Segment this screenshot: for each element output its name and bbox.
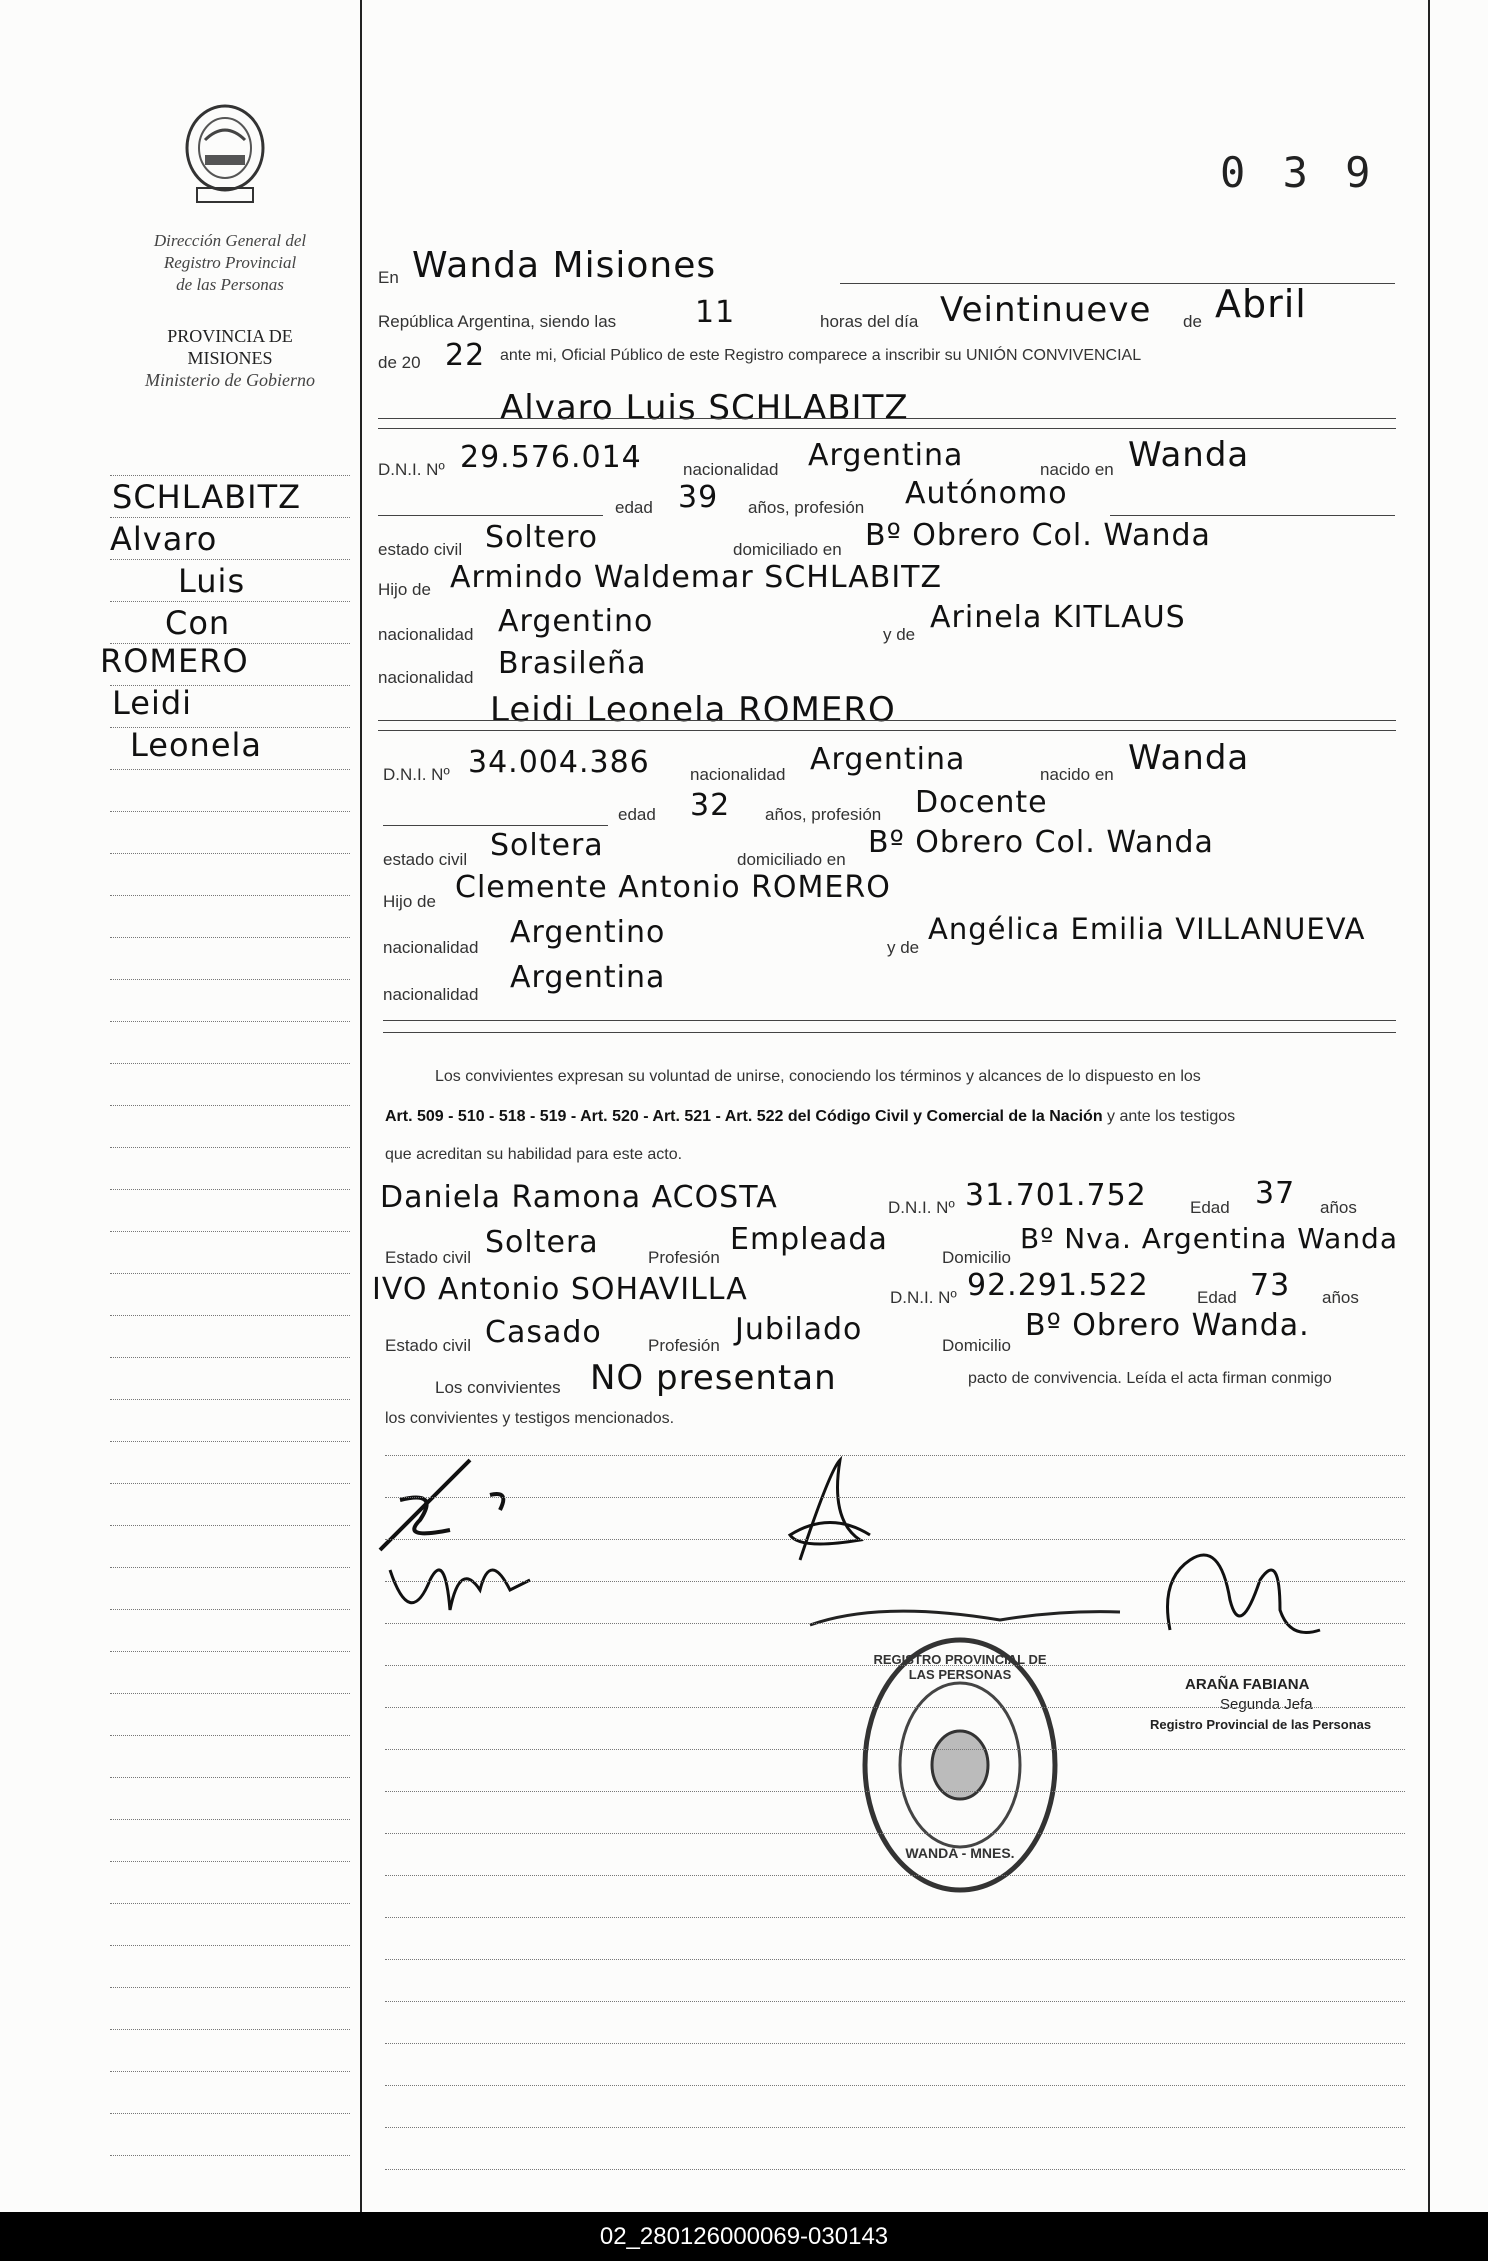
declaration-line2	[385, 1108, 1235, 1126]
w1-civil-label: Estado civil	[385, 1248, 471, 1267]
institution-line: Registro Provincial	[163, 253, 297, 272]
p2-born-label: nacido en	[1040, 765, 1114, 784]
margin-dotted-line	[110, 1399, 350, 1400]
margin-note: Con	[165, 604, 231, 642]
p2-nationality: Argentina	[810, 742, 966, 777]
margin-dotted-line	[110, 517, 350, 518]
margin-dotted-line	[110, 1693, 350, 1694]
p2-age-label: edad	[618, 805, 656, 824]
margin-note: Alvaro	[110, 520, 218, 558]
margin-dotted-line	[110, 979, 350, 980]
p1-dni: 29.576.014	[460, 440, 642, 475]
p1-prof-label: años, profesión	[748, 498, 865, 517]
main-dotted-line	[385, 2085, 1405, 2086]
month-value: Abril	[1215, 282, 1307, 326]
year-value: 22	[445, 338, 486, 373]
official-stamp	[1150, 1675, 1420, 1735]
official-title: Segunda Jefa	[1220, 1696, 1313, 1713]
w2-civil-label: Estado civil	[385, 1336, 471, 1355]
main-dotted-line	[385, 1539, 1405, 1540]
margin-dotted-line	[110, 1105, 350, 1106]
en-label: En	[378, 268, 399, 287]
w1-profession: Empleada	[730, 1222, 888, 1257]
stamp-ring-text: REGISTRO PROVINCIAL DE LAS PERSONAS	[873, 1652, 1047, 1682]
rule	[378, 515, 603, 516]
w2-domicile: Bº Obrero Wanda.	[1025, 1308, 1310, 1343]
main-dotted-line	[385, 1875, 1405, 1876]
p2-domicile: Bº Obrero Col. Wanda	[868, 825, 1214, 860]
margin-dotted-line	[110, 643, 350, 644]
p1-age: 39	[678, 480, 719, 515]
province-block	[110, 325, 350, 391]
w1-dni: 31.701.752	[965, 1178, 1147, 1213]
margin-dotted-line	[110, 1609, 350, 1610]
margin-dotted-line	[110, 1903, 350, 1904]
w2-dni: 92.291.522	[967, 1268, 1149, 1303]
main-dotted-line	[385, 1959, 1405, 1960]
margin-dotted-line	[110, 1273, 350, 1274]
margin-dotted-line	[110, 1357, 350, 1358]
w1-years-label: años	[1320, 1198, 1357, 1217]
province-line: MISIONES	[187, 348, 273, 368]
rule	[840, 283, 1395, 284]
person1-name: Alvaro Luis SCHLABITZ	[500, 388, 909, 428]
p2-yde-label: y de	[887, 938, 920, 957]
rule	[1110, 515, 1395, 516]
margin-dotted-line	[110, 937, 350, 938]
p1-dom-label: domiciliado en	[733, 540, 842, 559]
p1-mother-nat: Brasileña	[498, 646, 647, 681]
w1-prof-label: Profesión	[648, 1248, 720, 1267]
margin-dotted-line	[110, 727, 350, 728]
rule	[383, 825, 608, 826]
main-dotted-line	[385, 1623, 1405, 1624]
margin-note: Leidi	[112, 684, 193, 722]
declaration-line2-rest: y ante los testigos	[1102, 1108, 1236, 1125]
p2-father-nat: Argentino	[510, 915, 666, 950]
margin-dotted-line	[110, 769, 350, 770]
p2-born: Wanda	[1128, 738, 1250, 778]
w2-dni-label: D.N.I. Nº	[890, 1288, 957, 1307]
right-border-rule	[1428, 0, 1430, 2212]
line2-b: horas del día	[820, 312, 919, 331]
closing-line2: los convivientes y testigos mencionados.	[385, 1410, 675, 1427]
institution-block	[110, 230, 350, 296]
official-org: Registro Provincial de las Personas	[1150, 1717, 1372, 1732]
closing-suffix: pacto de convivencia. Leída el acta firman conmigo	[968, 1370, 1332, 1387]
p2-nat-label: nacionalidad	[690, 765, 786, 784]
margin-dotted-line	[110, 1777, 350, 1778]
w2-age-label: Edad	[1197, 1288, 1237, 1307]
p1-hijo-label: Hijo de	[378, 580, 431, 599]
declaration-articles: Art. 509 - 510 - 518 - 519 - Art. 520 - Art. 521 - Art. 522 del Código Civil y Comercial de la Nación	[385, 1108, 1103, 1125]
ministry-line: Ministerio de Gobierno	[145, 370, 315, 390]
official-name: ARAÑA FABIANA	[1185, 1676, 1310, 1693]
margin-note: ROMERO	[100, 642, 249, 680]
p1-nationality: Argentina	[808, 438, 964, 473]
margin-dotted-line	[110, 2071, 350, 2072]
margin-dotted-line	[110, 853, 350, 854]
person2-name: Leidi Leonela ROMERO	[490, 690, 896, 730]
margin-dotted-line	[110, 1525, 350, 1526]
main-dotted-line	[385, 1497, 1405, 1498]
margin-dotted-line	[110, 1063, 350, 1064]
footer-code: 02_280126000069-030143	[0, 2212, 1488, 2261]
margin-dotted-line	[110, 1483, 350, 1484]
margin-dotted-line	[110, 685, 350, 686]
declaration-line3: que acreditan su habilidad para este acto.	[385, 1146, 683, 1163]
margin-dotted-line	[110, 1819, 350, 1820]
p2-civil: Soltera	[490, 828, 604, 863]
day-value: Veintinueve	[940, 290, 1152, 330]
margin-dotted-line	[110, 1315, 350, 1316]
declaration-line1: Los convivientes expresan su voluntad de unirse, conociendo los términos y alcances de lo dispuesto en los	[435, 1068, 1201, 1085]
p1-born: Wanda	[1128, 435, 1250, 475]
margin-dotted-line	[110, 1987, 350, 1988]
margin-dotted-line	[110, 1735, 350, 1736]
main-dotted-line	[385, 1707, 1405, 1708]
p2-age: 32	[690, 788, 731, 823]
w1-dom-label: Domicilio	[942, 1248, 1011, 1267]
place-value: Wanda Misiones	[412, 245, 717, 286]
p2-father-nat-label: nacionalidad	[383, 938, 479, 957]
p2-mother: Angélica Emilia VILLANUEVA	[928, 912, 1366, 946]
p1-mother-nat-label: nacionalidad	[378, 668, 474, 687]
stamp-bottom-text: WANDA - MNES.	[905, 1845, 1015, 1861]
p1-nat-label: nacionalidad	[683, 460, 779, 479]
p1-yde-label: y de	[883, 625, 916, 644]
p1-father-nat: Argentino	[498, 604, 654, 639]
margin-dotted-line	[110, 1861, 350, 1862]
margin-dotted-line	[110, 2113, 350, 2114]
w1-age: 37	[1255, 1176, 1296, 1211]
p2-hijo-label: Hijo de	[383, 892, 436, 911]
margin-dotted-line	[110, 2029, 350, 2030]
institution-line: de las Personas	[176, 275, 284, 294]
closing-prefix: Los convivientes	[435, 1378, 561, 1397]
line2-a: República Argentina, siendo las	[378, 312, 617, 331]
rule	[378, 720, 1396, 721]
line3-rest: ante mi, Oficial Público de este Registro comparece a inscribir su UNIÓN CONVIVENCIAL	[500, 347, 1142, 364]
main-dotted-line	[385, 1665, 1405, 1666]
p1-civil: Soltero	[485, 520, 598, 555]
de-label: de	[1183, 312, 1202, 331]
p1-born-label: nacido en	[1040, 460, 1114, 479]
w1-dni-label: D.N.I. Nº	[888, 1198, 955, 1217]
acta-number: 0 3 9	[1220, 148, 1377, 197]
rule	[378, 428, 1396, 429]
p1-profession: Autónomo	[905, 476, 1068, 511]
margin-dotted-line	[110, 811, 350, 812]
p1-domicile: Bº Obrero Col. Wanda	[865, 518, 1211, 553]
w1-name: Daniela Ramona ACOSTA	[380, 1180, 778, 1215]
margin-dotted-line	[110, 1651, 350, 1652]
main-dotted-line	[385, 1455, 1405, 1456]
province-line: PROVINCIA DE	[167, 326, 293, 346]
p1-mother: Arinela KITLAUS	[930, 600, 1186, 635]
p2-prof-label: años, profesión	[765, 805, 882, 824]
w2-dom-label: Domicilio	[942, 1336, 1011, 1355]
p1-dni-label: D.N.I. Nº	[378, 460, 445, 479]
margin-dotted-line	[110, 1441, 350, 1442]
margin-dotted-line	[110, 1945, 350, 1946]
margin-dotted-line	[110, 1231, 350, 1232]
p1-age-label: edad	[615, 498, 653, 517]
margin-dotted-line	[110, 1021, 350, 1022]
margin-dotted-line	[110, 895, 350, 896]
p2-dni-label: D.N.I. Nº	[383, 765, 450, 784]
hour-value: 11	[695, 295, 736, 330]
main-dotted-line	[385, 1581, 1405, 1582]
main-dotted-line	[385, 1917, 1405, 1918]
p1-civil-label: estado civil	[378, 540, 463, 559]
main-dotted-line	[385, 2127, 1405, 2128]
rule	[378, 730, 1396, 731]
w2-profession: Jubilado	[735, 1312, 863, 1347]
p2-dni: 34.004.386	[468, 745, 650, 780]
main-dotted-line	[385, 1791, 1405, 1792]
p2-father: Clemente Antonio ROMERO	[455, 870, 891, 905]
p2-civil-label: estado civil	[383, 850, 468, 869]
w2-name: IVO Antonio SOHAVILLA	[372, 1272, 748, 1307]
p2-dom-label: domiciliado en	[737, 850, 846, 869]
margin-note: Leonela	[130, 726, 262, 764]
w2-years-label: años	[1322, 1288, 1359, 1307]
p1-father-nat-label: nacionalidad	[378, 625, 474, 644]
rule	[378, 418, 1396, 419]
w2-civil: Casado	[485, 1315, 602, 1350]
margin-note: Luis	[178, 562, 246, 600]
margin-dotted-line	[110, 1147, 350, 1148]
main-dotted-line	[385, 1749, 1405, 1750]
margin-dotted-line	[110, 1567, 350, 1568]
w1-civil: Soltera	[485, 1225, 599, 1260]
w1-domicile: Bº Nva. Argentina Wanda	[1020, 1222, 1398, 1255]
institution-line: Dirección General del	[153, 231, 307, 250]
line3-prefix: de 20	[378, 353, 421, 372]
w2-age: 73	[1250, 1268, 1291, 1303]
p2-profession: Docente	[915, 785, 1048, 820]
margin-dotted-line	[110, 475, 350, 476]
provincial-seal-icon	[175, 100, 275, 215]
margin-dotted-line	[110, 559, 350, 560]
margin-dotted-line	[110, 601, 350, 602]
margin-dotted-line	[110, 2155, 350, 2156]
rule	[383, 1020, 1396, 1021]
closing-pact: NO presentan	[590, 1358, 837, 1398]
main-dotted-line	[385, 2001, 1405, 2002]
w2-prof-label: Profesión	[648, 1336, 720, 1355]
w1-age-label: Edad	[1190, 1198, 1230, 1217]
main-dotted-line	[385, 2169, 1405, 2170]
margin-dotted-line	[110, 1189, 350, 1190]
main-dotted-line	[385, 1833, 1405, 1834]
p2-mother-nat-label: nacionalidad	[383, 985, 479, 1004]
margin-note: SCHLABITZ	[112, 478, 302, 516]
p1-father: Armindo Waldemar SCHLABITZ	[450, 560, 943, 595]
rule	[383, 1032, 1396, 1033]
p2-mother-nat: Argentina	[510, 960, 666, 995]
main-dotted-line	[385, 2043, 1405, 2044]
